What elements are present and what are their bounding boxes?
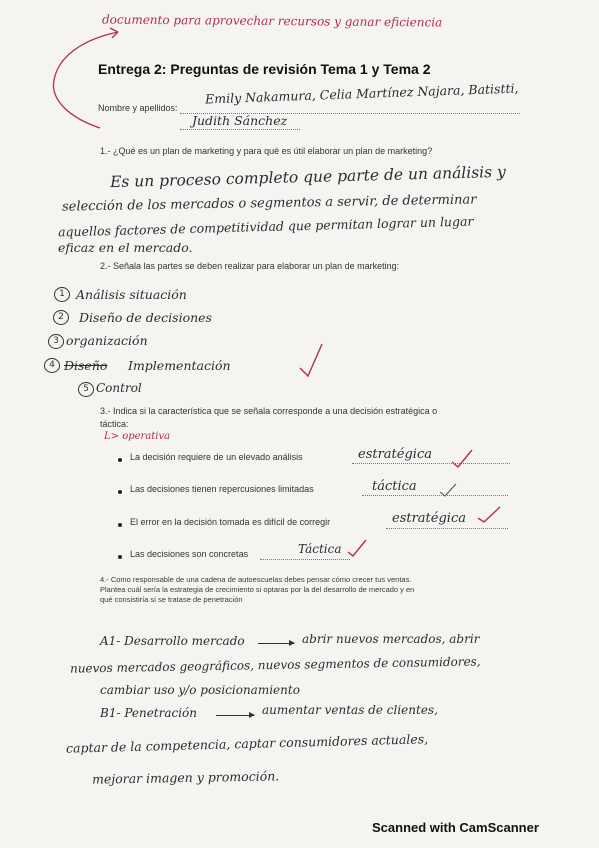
q3-question-cont: táctica: — [100, 419, 129, 429]
names-line-1: Emily Nakamura, Celia Martínez Najara, Batistti, — [204, 80, 519, 107]
q2-item-number: 3 — [48, 334, 64, 349]
q4-b1-line-3: mejorar imagen y promoción. — [91, 768, 280, 787]
answer-dotted-line — [352, 463, 510, 464]
names-line-2: Judith Sánchez — [192, 113, 288, 128]
q4-a1-text: abrir nuevos mercados, abrir — [302, 632, 480, 646]
q3-item-answer: Táctica — [298, 542, 342, 556]
page-title: Entrega 2: Preguntas de revisión Tema 1 y Tema 2 — [98, 61, 431, 77]
name-label: Nombre y apellidos: — [98, 103, 178, 113]
q4-question — [100, 575, 540, 605]
q2-item-text: Control — [96, 381, 142, 395]
q2-item-struck-text: Diseño — [64, 358, 108, 373]
bullet — [118, 555, 122, 559]
q3-item-text: Las decisiones son concretas — [130, 549, 249, 559]
q2-item-number: 5 — [78, 382, 94, 397]
q1-question: 1.- ¿Qué es un plan de marketing y para qué es útil elaborar un plan de marketing? — [100, 146, 433, 156]
q1-answer-line: aquellos factores de competitividad que permitan lograr un lugar — [57, 213, 474, 240]
q4-b1-line-2: captar de la competencia, captar consumidores actuales, — [65, 731, 429, 756]
q2-item-number: 2 — [53, 310, 69, 325]
q4-a1-line-3: cambiar uso y/o posicionamiento — [100, 683, 300, 697]
answer-dotted-line — [386, 528, 508, 529]
bullet — [118, 523, 122, 527]
q2-item-number: 1 — [54, 287, 70, 302]
scanner-watermark: Scanned with CamScanner — [372, 820, 539, 835]
answer-dotted-line — [260, 559, 350, 560]
arrow-icon — [258, 643, 294, 644]
q2-item-number: 4 — [44, 358, 60, 373]
q4-question-line-2: Plantea cuál sería la estrategia de crecimiento si optaras por la del desarrollo de mercado y en — [100, 585, 415, 594]
name-dotted-line-2 — [180, 129, 300, 130]
q2-item-text: Diseño de decisiones — [79, 310, 212, 325]
q4-b1-text: aumentar ventas de clientes, — [262, 703, 438, 717]
q3-item-answer: estratégica — [392, 511, 466, 526]
q1-answer-line: eficaz en el mercado. — [58, 240, 193, 255]
bullet — [118, 458, 122, 462]
q3-note: L> operativa — [104, 431, 171, 442]
header-note: documento para aprovechar recursos y ganar eficiencia — [101, 12, 443, 30]
q4-b1-label: B1- Penetración — [100, 706, 198, 720]
q4-a1-line-2: nuevos mercados geográficos, nuevos segmentos de consumidores, — [69, 654, 481, 676]
q3-item-text: Las decisiones tienen repercusiones limitadas — [130, 484, 314, 494]
q3-item-text: El error en la decisión tomada es difícil de corregir — [130, 517, 331, 527]
q3-item-text: La decisión requiere de un elevado análisis — [130, 452, 303, 462]
q1-answer-line: Es un proceso completo que parte de un análisis y — [109, 162, 506, 192]
q3-item-answer: estratégica — [358, 447, 432, 462]
bullet — [118, 490, 122, 494]
q3-question: 3.- Indica si la característica que se señala corresponde a una decisión estratégica o — [100, 406, 438, 416]
arrow-icon — [216, 715, 254, 716]
q2-item-text: organización — [66, 333, 148, 348]
q2-item-text: Implementación — [128, 358, 231, 373]
q2-question: 2.- Señala las partes se deben realizar para elaborar un plan de marketing: — [100, 261, 400, 271]
q2-item-text: Análisis situación — [76, 287, 187, 302]
q4-question-line-1: 4.- Como responsable de una cadena de autoescuelas debes pensar cómo crecer tus ventas. — [100, 575, 412, 584]
answer-dotted-line — [362, 495, 508, 496]
q4-a1-label: A1- Desarrollo mercado — [100, 634, 245, 648]
q4-question-line-3: qué consistiría si se tratase de penetración — [100, 595, 243, 604]
q3-item-answer: táctica — [372, 479, 417, 494]
q1-answer-line: selección de los mercados o segmentos a servir, de determinar — [61, 192, 477, 215]
